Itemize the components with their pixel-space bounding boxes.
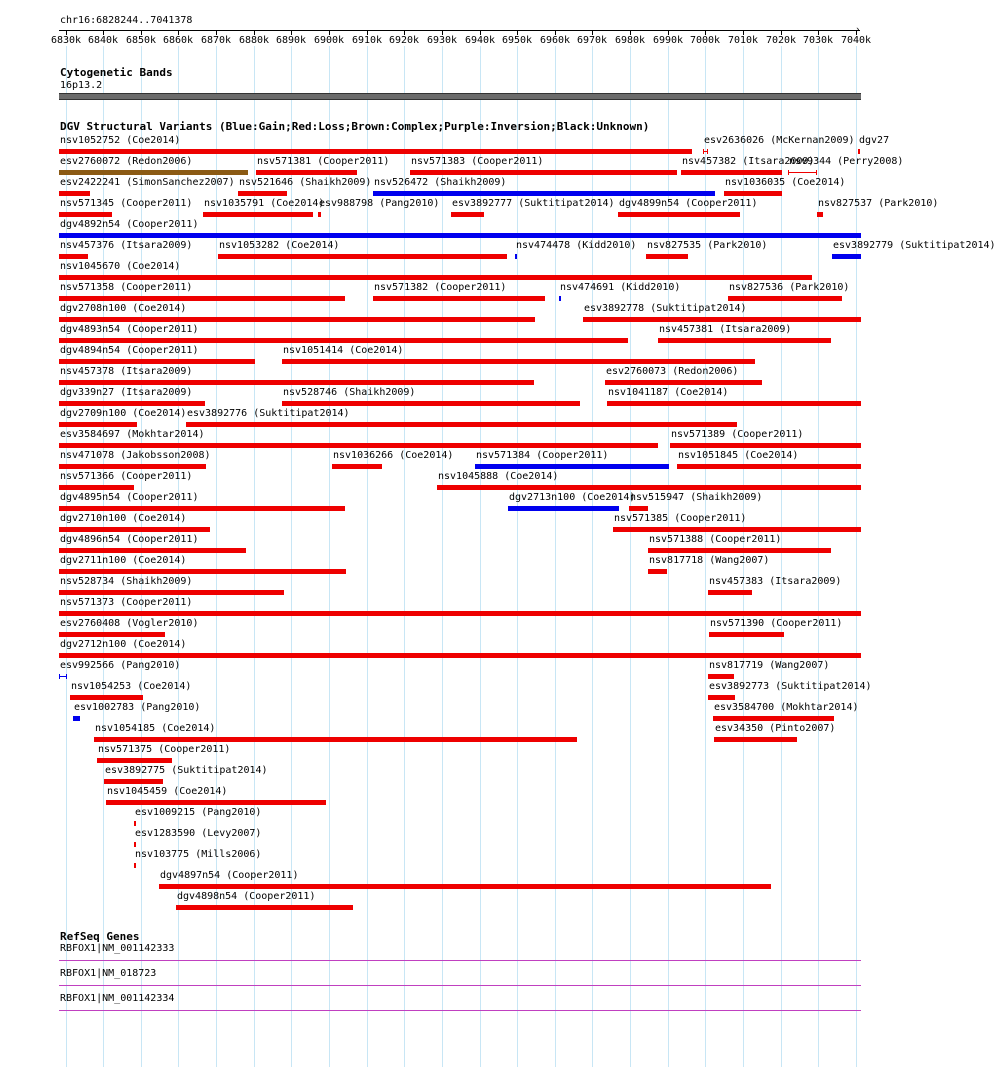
variant-label[interactable]: nsv1053282 (Coe2014) [219,240,340,251]
variant-label[interactable]: nsv1051845 (Coe2014) [678,450,799,461]
variant-label[interactable]: nsv571390 (Cooper2011) [710,618,843,629]
variant-label[interactable]: nsv571358 (Cooper2011) [60,282,193,293]
variant-label[interactable]: esv988798 (Pang2010) [319,198,440,209]
variant-label[interactable]: esv3892777 (Suktitipat2014) [452,198,615,209]
variant-label[interactable]: nsv1036035 (Coe2014) [725,177,846,188]
variant-label[interactable]: nsv457382 (Itsara2009) [682,156,815,167]
variant-bar-loss[interactable] [451,212,484,217]
variant-bar-loss[interactable] [256,170,358,175]
variant-bar-gain[interactable] [832,254,861,259]
variant-label[interactable]: esv3892776 (Suktitipat2014) [187,408,350,419]
ruler-tick-label: 6830k [50,35,82,46]
variant-label[interactable]: nsv817718 (Wang2007) [649,555,770,566]
variant-label[interactable]: dgv4894n54 (Cooper2011) [60,345,199,356]
variant-label[interactable]: nsv528734 (Shaikh2009) [60,576,193,587]
variant-bracket-line [60,676,66,677]
variant-label[interactable]: dgv4893n54 (Cooper2011) [60,324,199,335]
cytoband-label: 16p13.2 [60,80,103,91]
ruler-tick-label: 6890k [275,35,307,46]
variant-bar-loss[interactable] [788,170,817,175]
variant-bar-loss[interactable] [59,338,628,343]
ruler-tick-label: 6960k [539,35,571,46]
variant-bar-loss[interactable] [708,674,733,679]
variant-bar-loss[interactable] [59,611,861,616]
variant-bar-loss[interactable] [629,506,648,511]
variant-label[interactable]: nsv827535 (Park2010) [647,240,768,251]
variant-bar-loss[interactable] [437,485,861,490]
variant-bar-loss[interactable] [677,464,861,469]
variant-label[interactable]: nsv1035791 (Coe2014) [204,198,325,209]
variant-bar-loss[interactable] [59,527,210,532]
variant-bar-loss[interactable] [134,821,136,826]
variant-bar-loss[interactable] [59,590,284,595]
variant-bar-gain[interactable] [475,464,669,469]
variant-bar-complex[interactable] [59,170,248,175]
variant-label[interactable]: esv2760408 (Vogler2010) [60,618,199,629]
variant-bar-loss[interactable] [59,569,346,574]
variant-label[interactable]: dgv2711n100 (Coe2014) [60,555,187,566]
variant-label[interactable]: esv2760072 (Redon2006) [60,156,193,167]
variant-label[interactable]: nsv526472 (Shaikh2009) [374,177,507,188]
variant-label[interactable]: dgv4895n54 (Cooper2011) [60,492,199,503]
ruler-tick-label: 6940k [464,35,496,46]
variant-bar-loss[interactable] [238,191,287,196]
variant-bar-loss[interactable] [59,254,88,259]
gene-label[interactable]: RBFOX1|NM_001142333 [60,943,175,954]
variant-bar-loss[interactable] [59,212,112,217]
ruler-tick-label: 7030k [802,35,834,46]
variant-label[interactable]: nsv571366 (Cooper2011) [60,471,193,482]
variant-label[interactable]: esv2636026 (McKernan2009) [704,135,855,146]
variant-bar-loss[interactable] [59,275,812,280]
cytoband-track-title[interactable]: Cytogenetic Bands [60,66,173,79]
variant-bar-loss[interactable] [176,905,353,910]
variant-label[interactable]: dgv4892n54 (Cooper2011) [60,219,199,230]
ruler-tick-label: 6950k [501,35,533,46]
ruler-tick-label: 7040k [840,35,872,46]
variant-label[interactable]: esv3584697 (Mokhtar2014) [60,429,205,440]
variant-bar-loss[interactable] [218,254,507,259]
variant-label[interactable]: nsv474478 (Kidd2010) [516,240,637,251]
variant-bracket-line [789,172,816,173]
variant-bar-gain[interactable] [515,254,517,259]
refseq-track-title[interactable]: RefSeq Genes [60,930,140,943]
variant-label[interactable]: nsv457383 (Itsara2009) [709,576,842,587]
variant-label[interactable]: esv3892773 (Suktitipat2014) [709,681,872,692]
variant-bar-loss[interactable] [159,884,771,889]
variant-bar-loss[interactable] [648,569,667,574]
variant-label[interactable]: nsv528746 (Shaikh2009) [283,387,416,398]
cytoband-bar[interactable] [59,93,861,100]
variant-label[interactable]: dgv4898n54 (Cooper2011) [177,891,316,902]
grid-line [442,46,443,1067]
variant-bar-loss[interactable] [59,149,692,154]
gene-model-line[interactable] [59,960,861,961]
variant-label[interactable]: esv1009215 (Pang2010) [135,807,262,818]
variant-bar-loss[interactable] [134,842,136,847]
ruler-tick-label: 6910k [351,35,383,46]
variant-bar-loss[interactable] [607,401,861,406]
variant-label[interactable]: nsv457378 (Itsara2009) [60,366,193,377]
variant-label[interactable]: nsv9344 (Perry2008) [789,156,904,167]
variant-bar-loss[interactable] [203,212,313,217]
variant-label[interactable]: nsv571385 (Cooper2011) [614,513,747,524]
variant-bar-loss[interactable] [648,548,831,553]
variant-label[interactable]: nsv1054185 (Coe2014) [95,723,216,734]
variant-bar-loss[interactable] [59,485,134,490]
variant-label[interactable]: dgv27 [859,135,890,146]
variant-label[interactable]: esv3892775 (Suktitipat2014) [105,765,268,776]
variant-label[interactable]: nsv571384 (Cooper2011) [476,450,609,461]
variant-bar-loss[interactable] [703,149,709,154]
variant-bar-loss[interactable] [70,695,142,700]
variant-bar-loss[interactable] [59,548,246,553]
variant-label[interactable]: nsv817719 (Wang2007) [709,660,830,671]
variant-bar-loss[interactable] [59,401,205,406]
variant-bar-loss[interactable] [817,212,823,217]
variant-bar-loss[interactable] [714,737,798,742]
ruler-axis [59,30,860,31]
ruler-tick-label: 6900k [313,35,345,46]
variant-label[interactable]: nsv1051414 (Coe2014) [283,345,404,356]
ruler-tick-label: 6850k [125,35,157,46]
variant-label[interactable]: dgv339n27 (Itsara2009) [60,387,193,398]
variant-bar-loss[interactable] [134,863,136,868]
variant-bar-loss[interactable] [373,296,545,301]
ruler-arrow-icon: › [855,25,861,35]
gene-label[interactable]: RBFOX1|NM_018723 [60,968,157,979]
variant-label[interactable]: esv2422241 (SimonSanchez2007) [60,177,235,188]
variant-label[interactable]: nsv457376 (Itsara2009) [60,240,193,251]
variant-bar-loss[interactable] [728,296,842,301]
variant-bar-loss[interactable] [681,170,783,175]
variant-bar-loss[interactable] [106,800,326,805]
variant-label[interactable]: nsv1045670 (Coe2014) [60,261,181,272]
variant-bar-loss[interactable] [59,632,165,637]
variant-bar-loss[interactable] [59,359,255,364]
variant-bar-loss[interactable] [59,464,206,469]
gene-model-line[interactable] [59,985,861,986]
variant-bar-gain[interactable] [73,716,80,721]
variant-bar-loss[interactable] [618,212,740,217]
variant-bar-loss[interactable] [713,716,835,721]
variant-bar-loss[interactable] [410,170,677,175]
ruler-tick-label: 6970k [576,35,608,46]
variant-label[interactable]: dgv2708n100 (Coe2014) [60,303,187,314]
ruler-tick-label: 6990k [652,35,684,46]
variant-label[interactable]: esv3892778 (Suktitipat2014) [584,303,747,314]
variant-bar-loss[interactable] [670,443,861,448]
dgv-track-title[interactable]: DGV Structural Variants (Blue:Gain;Red:Loss;Brown:Complex;Purple:Inversion;Black:Unknown) [60,120,650,133]
variant-bar-loss[interactable] [605,380,762,385]
variant-bar-loss[interactable] [318,212,321,217]
variant-bar-loss[interactable] [59,191,90,196]
variant-label[interactable]: esv1283590 (Levy2007) [135,828,262,839]
variant-label[interactable]: dgv2709n100 (Coe2014) [60,408,187,419]
variant-label[interactable]: nsv471078 (Jakobsson2008) [60,450,211,461]
variant-label[interactable]: nsv571381 (Cooper2011) [257,156,390,167]
ruler-tick-label: 7020k [765,35,797,46]
gene-label[interactable]: RBFOX1|NM_001142334 [60,993,175,1004]
variant-label[interactable]: nsv571389 (Cooper2011) [671,429,804,440]
variant-label[interactable]: nsv571382 (Cooper2011) [374,282,507,293]
variant-bar-loss[interactable] [97,758,172,763]
variant-label[interactable]: nsv521646 (Shaikh2009) [239,177,372,188]
variant-bar-loss[interactable] [282,401,580,406]
variant-label[interactable]: dgv4897n54 (Cooper2011) [160,870,299,881]
variant-label[interactable]: nsv571373 (Cooper2011) [60,597,193,608]
variant-label[interactable]: nsv474691 (Kidd2010) [560,282,681,293]
variant-label[interactable]: dgv2710n100 (Coe2014) [60,513,187,524]
ruler-tick-label: 7000k [689,35,721,46]
variant-bar-loss[interactable] [186,422,737,427]
variant-bar-loss[interactable] [646,254,687,259]
variant-label[interactable]: nsv1036266 (Coe2014) [333,450,454,461]
variant-bar-loss[interactable] [724,191,782,196]
variant-bar-loss[interactable] [708,590,752,595]
variant-label[interactable]: nsv571383 (Cooper2011) [411,156,544,167]
variant-label[interactable]: nsv1052752 (Coe2014) [60,135,181,146]
variant-label[interactable]: esv3892779 (Suktitipat2014) [833,240,996,251]
variant-bar-gain[interactable] [508,506,619,511]
variant-label[interactable]: nsv1041187 (Coe2014) [608,387,729,398]
variant-bar-loss[interactable] [104,779,163,784]
ruler-tick-label: 6920k [388,35,420,46]
variant-bar-gain[interactable] [59,674,67,679]
grid-line [781,46,782,1067]
variant-bar-loss[interactable] [709,632,784,637]
gene-model-line[interactable] [59,1010,861,1011]
variant-label[interactable]: nsv1045459 (Coe2014) [107,786,228,797]
ruler-tick-label: 6980k [614,35,646,46]
variant-label[interactable]: esv1002783 (Pang2010) [74,702,201,713]
variant-label[interactable]: esv992566 (Pang2010) [60,660,181,671]
variant-bar-loss[interactable] [332,464,382,469]
ruler-tick-label: 6860k [162,35,194,46]
variant-bar-loss[interactable] [282,359,755,364]
variant-label[interactable]: nsv1054253 (Coe2014) [71,681,192,692]
ruler-tick-label: 6880k [238,35,270,46]
variant-label[interactable]: nsv827537 (Park2010) [818,198,939,209]
variant-label[interactable]: nsv1045888 (Coe2014) [438,471,559,482]
ruler-tick-label: 6840k [87,35,119,46]
variant-bar-gain[interactable] [559,296,561,301]
variant-bar-loss[interactable] [59,380,534,385]
variant-label[interactable]: esv2760073 (Redon2006) [606,366,739,377]
variant-bracket-line [704,151,708,152]
variant-bar-loss[interactable] [59,443,658,448]
ruler-tick-label: 7010k [727,35,759,46]
variant-label[interactable]: dgv2712n100 (Coe2014) [60,639,187,650]
variant-bar-gain[interactable] [373,191,714,196]
variant-label[interactable]: dgv2713n100 (Coe2014) [509,492,636,503]
variant-label[interactable]: nsv571375 (Cooper2011) [98,744,231,755]
variant-bar-loss[interactable] [613,527,861,532]
variant-bar-loss[interactable] [59,506,345,511]
variant-label[interactable]: esv34350 (Pinto2007) [715,723,836,734]
variant-bar-loss[interactable] [658,338,830,343]
region-label: chr16:6828244..7041378 [60,15,193,26]
variant-label[interactable]: nsv515947 (Shaikh2009) [630,492,763,503]
variant-label[interactable]: nsv103775 (Mills2006) [135,849,262,860]
variant-label[interactable]: nsv571345 (Cooper2011) [60,198,193,209]
variant-bar-loss[interactable] [94,737,578,742]
variant-bar-loss[interactable] [59,296,345,301]
variant-label[interactable]: nsv827536 (Park2010) [729,282,850,293]
variant-bar-gain[interactable] [59,233,861,238]
ruler-tick-label: 6930k [426,35,458,46]
variant-bar-loss[interactable] [583,317,861,322]
variant-bar-loss[interactable] [59,653,861,658]
variant-label[interactable]: dgv4899n54 (Cooper2011) [619,198,758,209]
variant-bar-loss[interactable] [59,422,137,427]
variant-label[interactable]: dgv4896n54 (Cooper2011) [60,534,199,545]
variant-bar-loss[interactable] [858,149,860,154]
variant-label[interactable]: nsv457381 (Itsara2009) [659,324,792,335]
variant-label[interactable]: esv3584700 (Mokhtar2014) [714,702,859,713]
variant-bar-loss[interactable] [59,317,535,322]
variant-label[interactable]: nsv571388 (Cooper2011) [649,534,782,545]
ruler-tick-label: 6870k [200,35,232,46]
variant-bar-loss[interactable] [708,695,735,700]
